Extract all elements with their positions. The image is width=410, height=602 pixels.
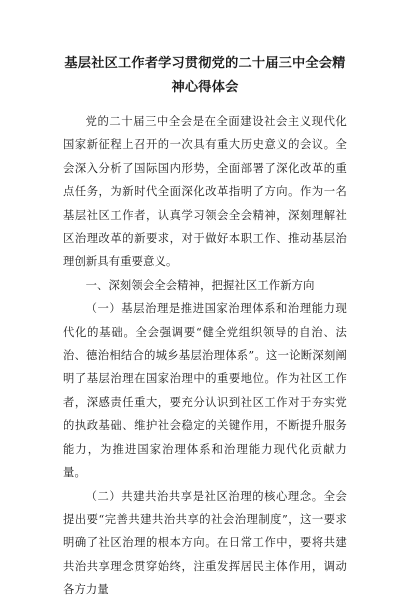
subsection-paragraph-1: （一）基层治理是推进国家治理体系和治理能力现代化的基础。全会强调要“健全党组织领导的自治、法治、德治相结合的城乡基层治理体系”。这一论断深刻阐明了基层治理在国家治理中的重要地位。作为社区工作者，深感责任重大，要充分认识到社区工作对于夯实党的执政基础、维护社会稳定的关键作用，不断提升服务能力，为推进国家治理体系和治理能力现代化贡献力量。 xyxy=(63,302,347,480)
subsection-paragraph-2: （二）共建共治共享是社区治理的核心理念。全会提出要“完善共建共治共享的社会治理制度”，这一要求明确了社区治理的根本方向。在日常工作中，要将共建共治共享理念贯穿始终，注重发挥居民主体作用，调动各方力量 xyxy=(63,489,347,597)
intro-paragraph: 党的二十届三中全会是在全面建设社会主义现代化国家新征程上召开的一次具有重大历史意义的会议。全会深入分析了国际国内形势，全面部署了深化改革的重点任务，为新时代全面深化改革指明了方向。作为一名基层社区工作者，认真学习领会全会精神，深刻理解社区治理改革的新要求，对于做好本职工作、推动基层治理创新具有重要意义。 xyxy=(63,115,347,269)
document-title: 基层社区工作者学习贯彻党的二十届三中全会精神心得体会 xyxy=(64,56,346,95)
section-heading-1: 一、深刻领会全会精神，把握社区工作新方向 xyxy=(85,278,315,292)
